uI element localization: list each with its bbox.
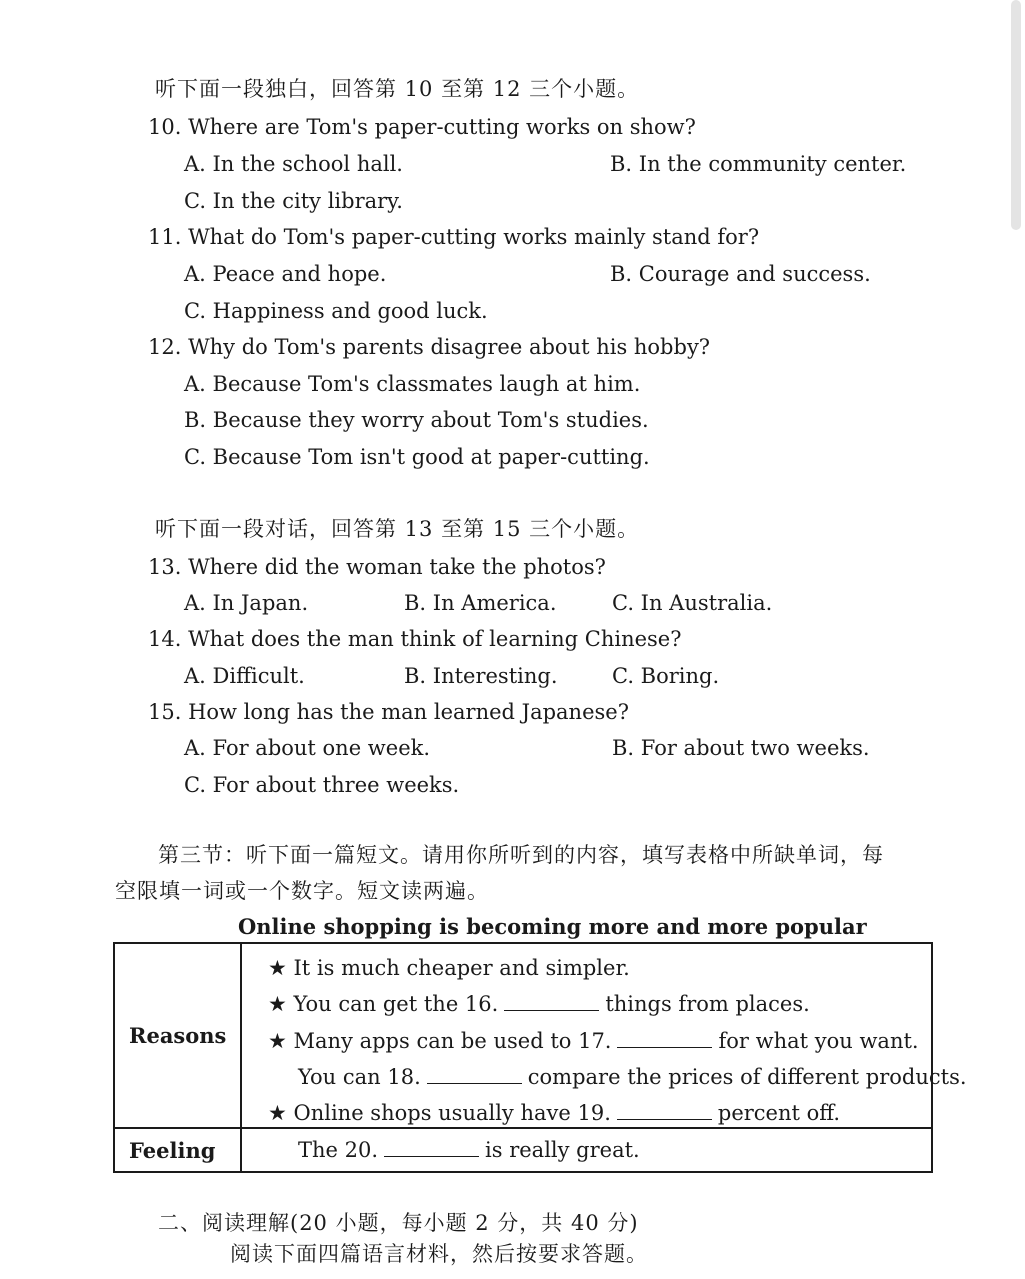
- reason-2-end: things from places.: [605, 992, 810, 1016]
- feeling-end: is really great.: [485, 1138, 640, 1162]
- feeling-content: [241, 1128, 932, 1172]
- q14-option-c: C. Boring.: [612, 664, 720, 688]
- q14-option-b: B. Interesting.: [404, 664, 558, 688]
- blank-20[interactable]: [384, 1136, 479, 1157]
- feeling-text: The 20.: [298, 1138, 379, 1162]
- feeling-line: [298, 1136, 640, 1164]
- q11-option-c: C. Happiness and good luck.: [184, 299, 488, 323]
- section-3-instruction-line2: 空限填一词或一个数字。短文读两遍。: [115, 879, 489, 903]
- blank-18[interactable]: [427, 1063, 522, 1084]
- section-3-instruction-line1: 第三节：听下面一篇短文。请用你所听到的内容，填写表格中所缺单词，每: [158, 843, 884, 867]
- q10-option-b: B. In the community center.: [610, 152, 907, 176]
- blank-16[interactable]: [504, 990, 599, 1011]
- reason-5-text: ★ Online shops usually have 19.: [268, 1101, 611, 1125]
- q11-option-b: B. Courage and success.: [610, 262, 871, 286]
- scrollbar[interactable]: [1011, 0, 1021, 230]
- part-two-heading: 二、阅读理解(20 小题，每小题 2 分，共 40 分): [158, 1211, 639, 1235]
- reason-5: [268, 1099, 840, 1127]
- q13-option-b: B. In America.: [404, 591, 557, 615]
- reason-2-text: ★ You can get the 16.: [268, 992, 499, 1016]
- q13-option-a: A. In Japan.: [184, 591, 309, 615]
- reasons-content: [241, 943, 967, 1128]
- blank-19[interactable]: [617, 1099, 712, 1120]
- q10-option-c: C. In the city library.: [184, 189, 403, 213]
- question-15: 15. How long has the man learned Japanese?: [148, 700, 629, 724]
- reason-3-end: for what you want.: [718, 1029, 919, 1053]
- question-11: 11. What do Tom's paper-cutting works mainly stand for?: [148, 225, 760, 249]
- reason-4: [298, 1063, 967, 1091]
- table-title: Online shopping is becoming more and more popular: [238, 914, 867, 939]
- question-12: 12. Why do Tom's parents disagree about his hobby?: [148, 335, 711, 359]
- q12-option-a: A. Because Tom's classmates laugh at him.: [184, 372, 641, 396]
- part-two-instruction: 阅读下面四篇语言材料，然后按要求答题。: [230, 1242, 648, 1266]
- q12-option-b: B. Because they worry about Tom's studies.: [184, 408, 649, 432]
- q13-option-c: C. In Australia.: [612, 591, 773, 615]
- blank-17[interactable]: [617, 1027, 712, 1048]
- reason-3-text: ★ Many apps can be used to 17.: [268, 1029, 612, 1053]
- instruction-monologue: 听下面一段独白，回答第 10 至第 12 三个小题。: [155, 77, 640, 101]
- reasons-label: Reasons: [114, 943, 241, 1128]
- reason-3: [268, 1027, 919, 1055]
- table-row-feeling: [114, 1128, 932, 1172]
- q12-option-c: C. Because Tom isn't good at paper-cutting.: [184, 445, 650, 469]
- reason-4-end: compare the prices of different products.: [527, 1065, 967, 1089]
- q10-option-a: A. In the school hall.: [184, 152, 403, 176]
- fill-in-table: [113, 942, 967, 1173]
- q14-option-a: A. Difficult.: [184, 664, 305, 688]
- instruction-dialogue: 听下面一段对话，回答第 13 至第 15 三个小题。: [155, 517, 640, 541]
- reason-1: ★ It is much cheaper and simpler.: [268, 956, 630, 980]
- reason-5-end: percent off.: [717, 1101, 841, 1125]
- question-10: 10. Where are Tom's paper-cutting works on show?: [148, 115, 696, 139]
- table-row-reasons: [114, 943, 932, 1128]
- reason-2: [268, 990, 810, 1018]
- q15-option-a: A. For about one week.: [184, 736, 431, 760]
- feeling-label: Feeling: [114, 1128, 241, 1172]
- q15-option-c: C. For about three weeks.: [184, 773, 460, 797]
- q11-option-a: A. Peace and hope.: [184, 262, 387, 286]
- question-14: 14. What does the man think of learning Chinese?: [148, 627, 682, 651]
- question-13: 13. Where did the woman take the photos?: [148, 555, 606, 579]
- reason-4-text: You can 18.: [298, 1065, 421, 1089]
- q15-option-b: B. For about two weeks.: [612, 736, 870, 760]
